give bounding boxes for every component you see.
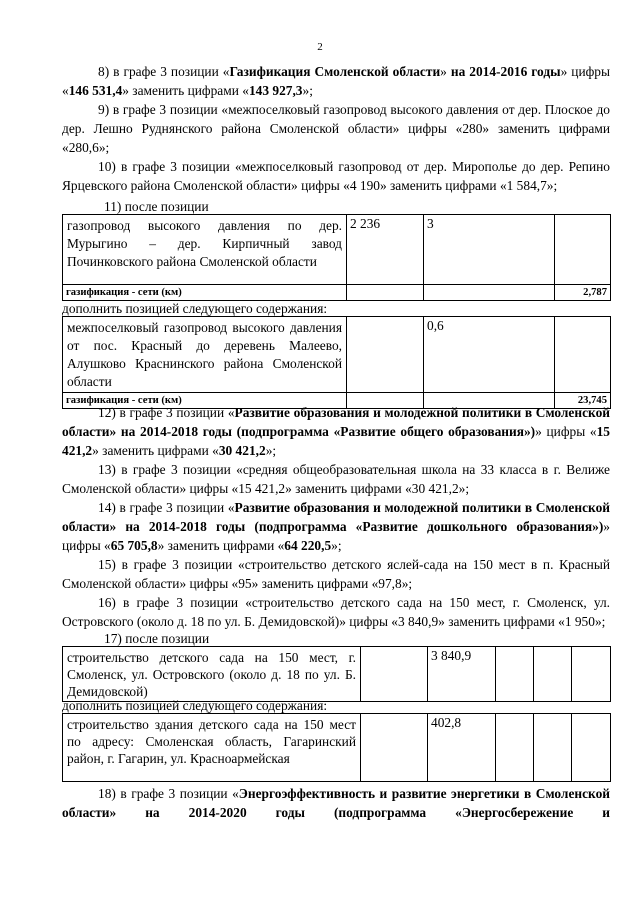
paragraph-9-text: 9) в графе 3 позиции «межпоселковый газопровод высокого давления от дер. Плоское до дер. Лешно Руднянского района Смоленской области» цифры «280» заменить цифрами «280,6»; <box>62 102 610 155</box>
paragraph-8 <box>62 62 610 100</box>
value-cell: 2 236 <box>347 215 424 285</box>
table-row <box>63 317 611 393</box>
value-cell: 3 840,9 <box>428 647 496 702</box>
paragraph-9 <box>62 100 610 157</box>
paragraph-16 <box>62 593 610 631</box>
item-17-label: 17) после позиции <box>104 631 210 646</box>
page-number: 2 <box>317 41 323 53</box>
paragraph-10 <box>62 157 610 195</box>
value-cell <box>361 647 428 702</box>
value-cell <box>347 317 424 393</box>
value-cell: 3 <box>424 215 555 285</box>
table-row <box>63 215 611 285</box>
table-row <box>63 714 611 782</box>
value-cell: 0,6 <box>424 317 555 393</box>
add-position-label-1: дополнить позицией следующего содержания: <box>62 301 328 316</box>
paragraph-10-text: 10) в графе 3 позиции «межпоселковый газопровод от дер. Мирополье до дер. Репино Ярцевского района Смоленской области» цифры «4 190» заменить цифрами «1 584,7»; <box>62 159 610 193</box>
paragraph-8-text: 8) в графе 3 позиции «Газификация Смоленской области» на 2014-2016 годы» цифры «146 531,4» заменить цифрами «143 927,3»; <box>62 64 610 98</box>
paragraph-12-text: 12) в графе 3 позиции «Развитие образования и молодежной политики в Смоленской области» на 2014-2018 годы (подпрограмма «Развитие общего образования»)» цифры «15 421,2» заменить цифрами «30 421,2»; <box>62 405 610 458</box>
position-name-cell: газопровод высокого давления по дер. Мурыгино – дер. Кирпичный завод Починковского района Смоленской области <box>63 215 347 285</box>
paragraph-13 <box>62 460 610 498</box>
paragraph-18 <box>62 784 610 822</box>
total-label-cell: газификация - сети (км) <box>63 285 347 301</box>
position-name-cell: строительство детского сада на 150 мест, г. Смоленск, ул. Островского (около д. 18 по ул. Б. Демидовской) <box>63 647 361 702</box>
paragraph-14 <box>62 498 610 555</box>
table-position-before-2 <box>62 646 611 702</box>
table-row <box>63 647 611 702</box>
paragraph-15-text: 15) в графе 3 позиции «строительство детского яслей-сада на 150 мест в п. Красный Смоленской области» цифры «95» заменить цифрами «97,8»; <box>62 557 610 591</box>
item-11-label: 11) после позиции <box>104 199 209 214</box>
paragraph-15 <box>62 555 610 593</box>
paragraph-14-text: 14) в графе 3 позиции «Развитие образования и молодежной политики в Смоленской области» на 2014-2018 годы (подпрограмма «Развитие дошкольного образования»)» цифры «65 705,8» заменить цифрами «64 220,5»; <box>62 500 610 553</box>
table-position-before-1 <box>62 214 611 301</box>
add-position-label-2: дополнить позицией следующего содержания: <box>62 698 328 713</box>
paragraph-18-text: 18) в графе 3 позиции «Энергоэффективность и развитие энергетики в Смоленской области» на 2014-2020 годы (подпрограмма «Энергосбережение и <box>62 786 610 820</box>
table-new-position-1 <box>62 316 611 409</box>
position-name-cell: строительство здания детского сада на 150 мест по адресу: Смоленская область, Гагаринский район, г. Гагарин, ул. Красноармейская <box>63 714 361 782</box>
total-value-cell: 2,787 <box>555 285 611 301</box>
value-cell: 402,8 <box>428 714 496 782</box>
value-cell <box>555 215 611 285</box>
total-label-cell: газификация - сети (км) <box>63 393 347 409</box>
table-new-position-2 <box>62 713 611 782</box>
total-row <box>63 285 611 301</box>
position-name-cell: межпоселковый газопровод высокого давления от пос. Красный до деревень Малеево, Алушково Краснинского района Смоленской области <box>63 317 347 393</box>
paragraph-16-text: 16) в графе 3 позиции «строительство детского сада на 150 мест, г. Смоленск, ул. Островского (около д. 18 по ул. Б. Демидовской)» цифры «3 840,9» заменить цифрами «1 950»; <box>62 595 610 629</box>
value-cell <box>361 714 428 782</box>
paragraph-13-text: 13) в графе 3 позиции «средняя общеобразовательная школа на 33 класса в г. Велиже Смоленской области» цифры «15 421,2» заменить цифрами «30 421,2»; <box>62 462 610 496</box>
value-cell <box>555 317 611 393</box>
paragraph-12 <box>62 403 610 460</box>
total-value-cell: 23,745 <box>555 393 611 409</box>
